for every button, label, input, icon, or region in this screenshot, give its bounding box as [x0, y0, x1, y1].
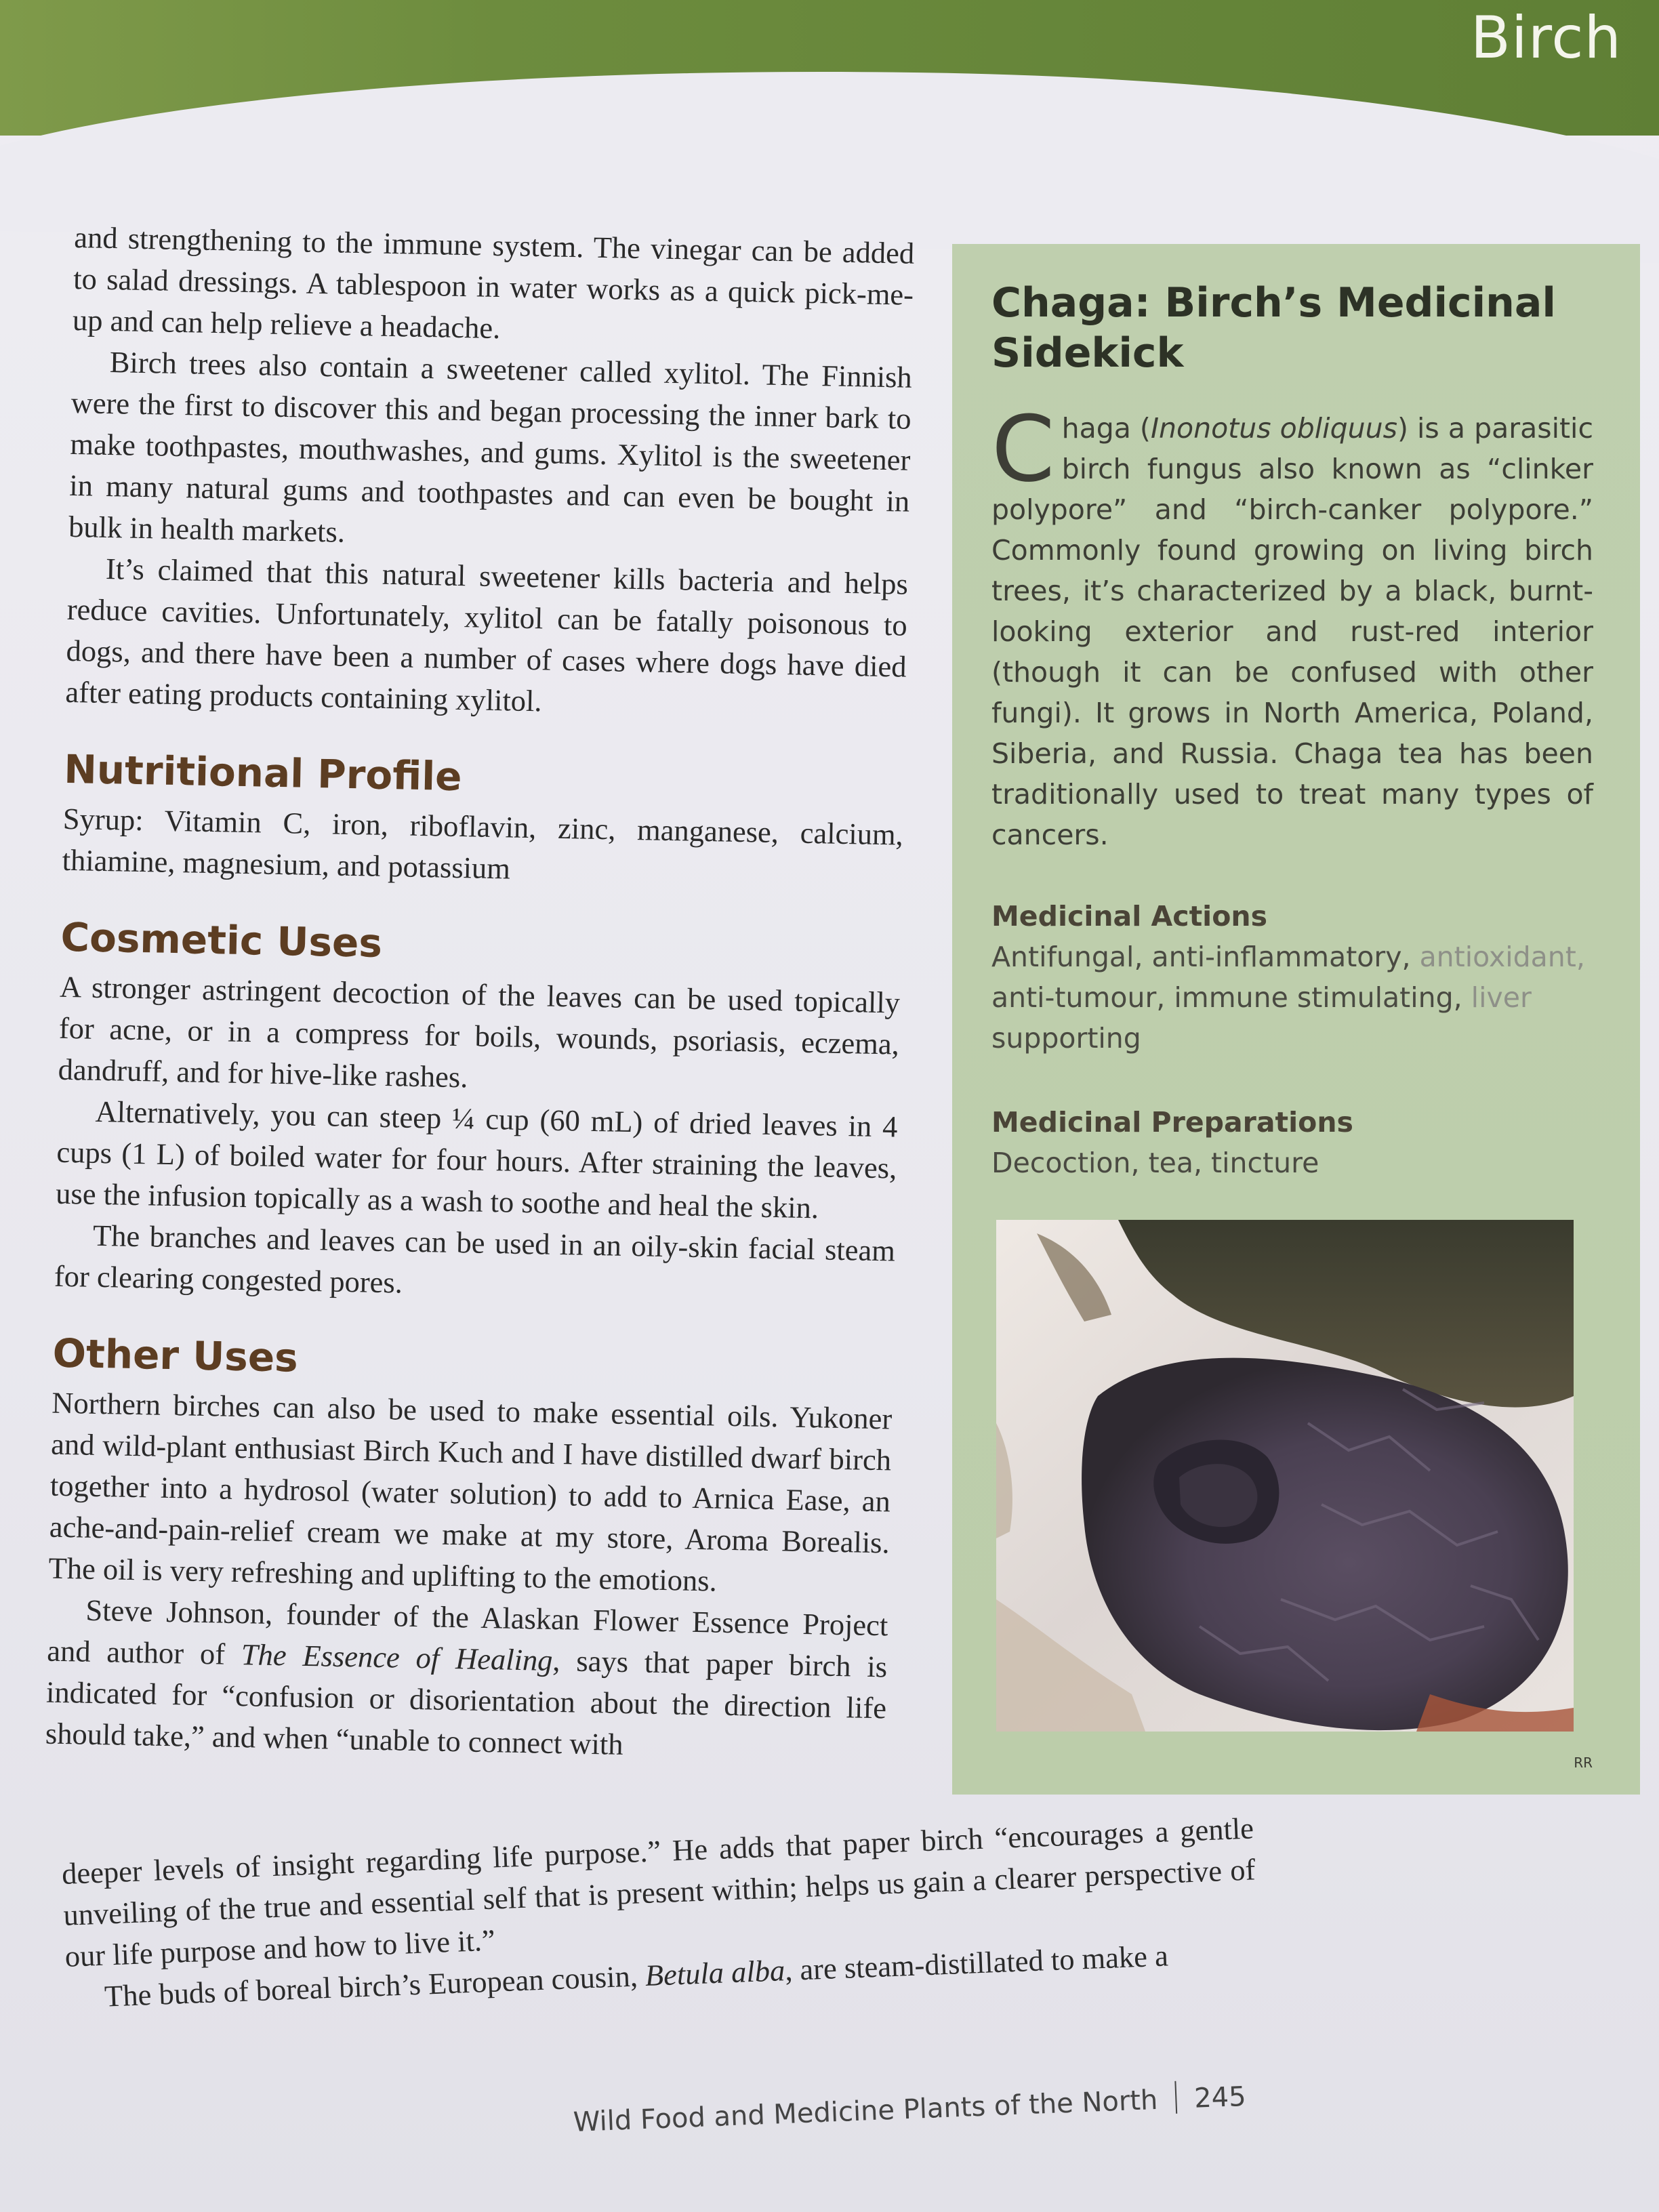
text-segment: Steve Johnson, founder of the Alaskan Flower Essence Project and author of	[46, 1593, 888, 1672]
faded-text: antioxidant,	[1419, 941, 1585, 973]
paragraph-immune: and strengthening to the immune system. The vinegar can be added to salad dressings. A tablespoon in water works as a quick pick-me-up and can help relieve a headache.	[72, 220, 915, 346]
footer-separator	[1174, 2081, 1177, 2114]
species-name-italic: Betula alba	[644, 1953, 786, 1993]
medicinal-preparations-heading: Medicinal Preparations	[991, 1106, 1353, 1139]
medicinal-actions-heading: Medicinal Actions	[991, 900, 1267, 933]
footer-book-title: Wild Food and Medicine Plants of the North	[573, 2084, 1159, 2138]
paragraph-xylitol-dogs: It’s claimed that this natural sweetener kills bacteria and helps reduce cavities. Unfortunately, xylitol can be fatally poisonous to dogs, and there have been a number of cases where dogs have died after eating products containing xylitol.	[65, 551, 909, 718]
paragraph-cosmetic-2: Alternatively, you can steep ¼ cup (60 mL) of dried leaves in 4 cups (1 L) of boiled water for four hours. After straining the leaves, use the infusion topically as a wash to soothe and heal the skin.	[55, 1094, 898, 1225]
page-footer	[573, 2078, 1246, 2138]
paragraph-other-2	[45, 1589, 888, 1771]
text-segment: , are steam-distillated to make a	[784, 1938, 1169, 1988]
paragraph-other-1: Northern birches can also be used to make essential oils. Yukoner and wild-plant enthusiast Birch Kuch and I have distilled dwarf birch together into a hydrosol (water solution) to add to Arnica Ease, an ache-and-pain-relief cream we make at my store, Aroma Borealis. The oil is very refreshing and uplifting to the emotions.	[48, 1385, 893, 1598]
heading-cosmetic-uses: Cosmetic Uses	[60, 914, 383, 966]
text-segment: Antifungal, anti-inflammatory,	[991, 941, 1420, 973]
book-title-italic: The Essence of Healing	[241, 1637, 553, 1677]
text-segment: anti-tumour, immune stimulating,	[991, 981, 1471, 1014]
text-segment: , says that paper birch is indicated for “confusion or disorientation about the direction life should take,” and when “unable to connect with	[45, 1643, 888, 1761]
medicinal-preparations-text: Decoction, tea, tincture	[991, 1147, 1319, 1179]
text-segment: ) is a parasitic birch fungus also known as “clinker polypore” and “birch-canker polypore.” Commonly found growing on living birch trees, it’s characterized by a black, burnt-looking exterior and rust-red interior (though it can be confused with other fungi). It grows in North America, Poland, Siberia, and Russia. Chaga tea has been traditionally used to treat many types of cancers.	[991, 412, 1593, 851]
text-segment: The buds of boreal birch’s European cousin,	[104, 1959, 646, 2013]
species-name-italic: Inonotus obliquus	[1150, 412, 1397, 445]
paragraph-other-2-continued: deeper levels of insight regarding life purpose.” He adds that paper birch “encourages a gentle unveiling of the true and essential self that is present within; helps us gain a clearer perspective of our life purpose and how to live it.”	[61, 1811, 1256, 1973]
paragraph-cosmetic-3: The branches and leaves can be used in an oily-skin facial steam for clearing congested pores.	[54, 1218, 896, 1300]
text-segment: supporting	[991, 1022, 1141, 1054]
medicinal-actions-text	[991, 937, 1593, 1059]
sidebar-title: Chaga: Birch’s Medicinal Sidekick	[991, 279, 1556, 377]
chaga-fungus-photo	[996, 1220, 1574, 1732]
photo-credit: RR	[1574, 1755, 1593, 1771]
chaga-sidebar	[952, 244, 1640, 1795]
main-text-column	[45, 217, 914, 1770]
page-number: 245	[1193, 2081, 1247, 2114]
paragraph-xylitol: Birch trees also contain a sweetener called xylitol. The Finnish were the first to discover this and began processing the inner bark to make toothpastes, mouthwashes, and gums. Xylitol is the sweetener in many natural gums and toothpastes and can even be bought in bulk in health markets.	[68, 345, 913, 549]
text-segment: haga (	[1061, 412, 1151, 445]
heading-nutritional-profile: Nutritional Profile	[63, 745, 463, 800]
chapter-title: Birch	[1470, 4, 1622, 72]
paragraph-cosmetic-1: A stronger astringent decoction of the leaves can be used topically for acne, or in a compress for boils, wounds, psoriasis, eczema, dandruff, and for hive-like rashes.	[58, 969, 901, 1094]
chaga-photo-svg	[996, 1220, 1574, 1732]
drop-cap: C	[991, 396, 1055, 502]
heading-other-uses: Other Uses	[52, 1330, 299, 1381]
paragraph-nutritional: Syrup: Vitamin C, iron, riboflavin, zinc, manganese, calcium, thiamine, magnesium, and potassium	[62, 801, 904, 886]
bottom-text-block	[61, 1807, 1259, 2018]
faded-text: liver	[1471, 981, 1532, 1014]
sidebar-body	[991, 396, 1593, 855]
